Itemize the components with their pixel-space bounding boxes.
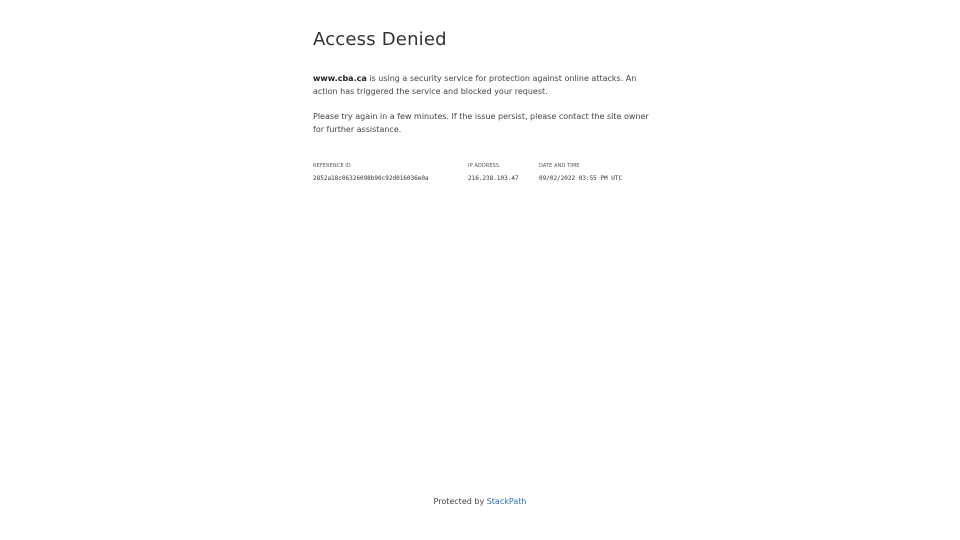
- date-time-block: [539, 162, 622, 183]
- reference-id-label: REFERENCE ID: [313, 163, 351, 169]
- date-time-value: 09/02/2022 03:55 PM UTC: [539, 175, 623, 182]
- content: [313, 28, 653, 182]
- retry-message: Please try again in a few minutes. If the issue persist, please contact the site owner for further assistance.: [313, 112, 649, 134]
- site-domain: www.cba.ca: [313, 74, 367, 83]
- reference-id-value: 2852a18c06326098b90c92d016036e0a: [313, 175, 429, 182]
- block-message-text: is using a security service for protection against online attacks. An action has triggered the service and blocked your request.: [313, 74, 637, 96]
- reference-id-block: [313, 162, 429, 183]
- date-time-label: DATE AND TIME: [539, 163, 580, 169]
- page-title: Access Denied: [313, 29, 447, 50]
- ip-address-block: [468, 162, 519, 183]
- block-message: [313, 72, 653, 98]
- ip-address-label: IP ADDRESS: [468, 163, 500, 169]
- stackpath-link[interactable]: StackPath: [486, 497, 527, 506]
- footer: [0, 496, 960, 508]
- ip-address-value: 216.238.103.47: [468, 175, 519, 182]
- footer-prefix: Protected by: [433, 497, 487, 506]
